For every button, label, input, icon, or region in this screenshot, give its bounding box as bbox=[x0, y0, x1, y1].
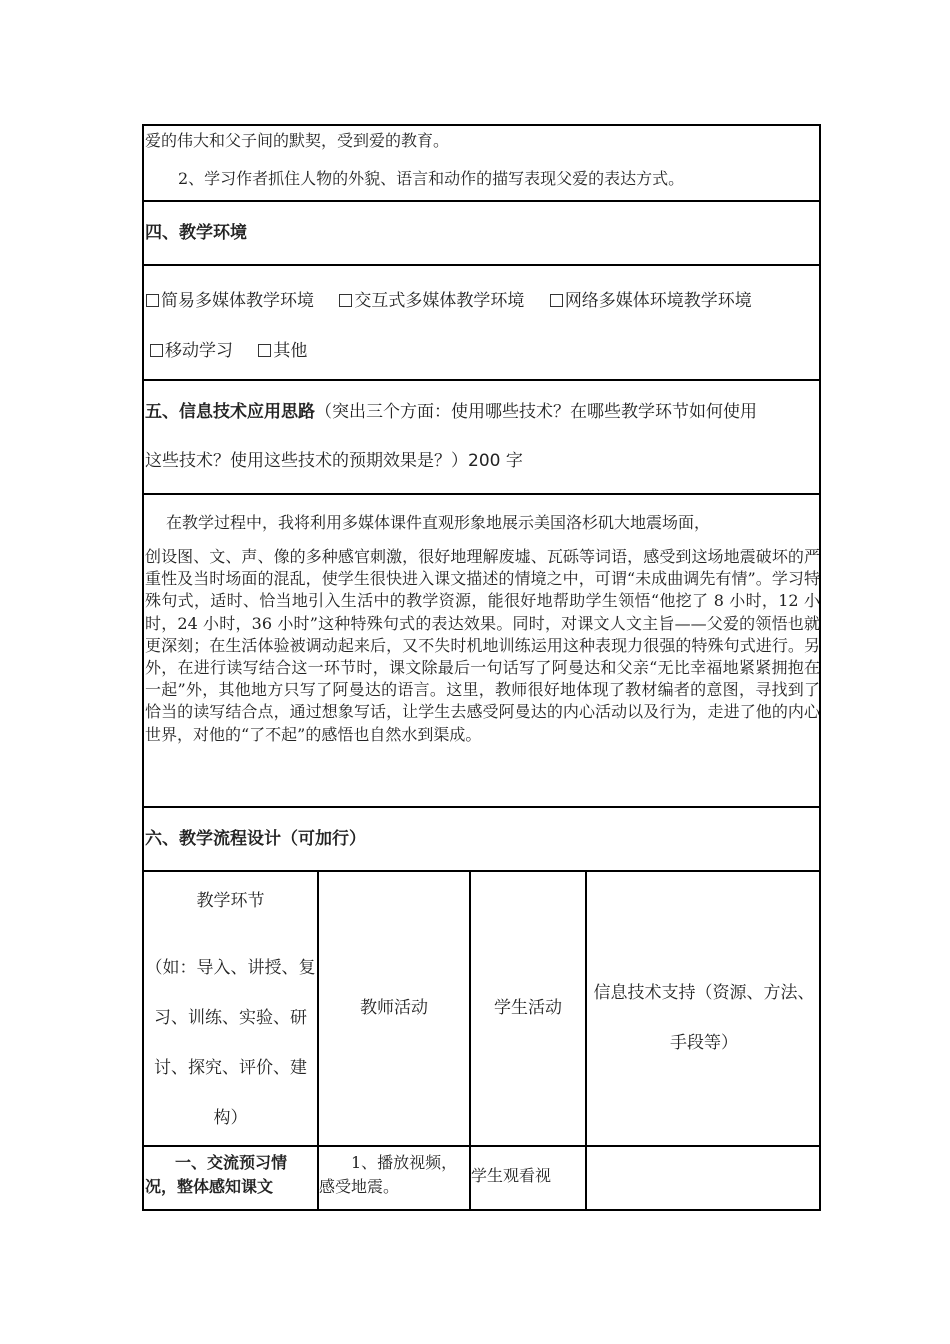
env-option-other[interactable]: 其他 bbox=[258, 336, 307, 361]
env-option-interactive[interactable]: 交互式多媒体教学环境 bbox=[339, 286, 524, 311]
table-rule bbox=[142, 870, 821, 872]
table-rule bbox=[142, 493, 821, 495]
column-header-stage-title: 教学环节 bbox=[196, 891, 265, 911]
checkbox-icon[interactable] bbox=[258, 344, 271, 357]
table-rule bbox=[142, 1145, 821, 1147]
env-option-network[interactable]: 网络多媒体环境教学环境 bbox=[550, 286, 752, 311]
env-option-simple[interactable]: 简易多媒体教学环境 bbox=[146, 286, 314, 311]
table-rule bbox=[142, 806, 821, 808]
column-header-stage-note: （如：导入、讲授、复 习、训练、实验、研 讨、探究、评价、建 构） bbox=[145, 958, 316, 1128]
environment-options-row-2 bbox=[150, 336, 327, 361]
column-header-stage bbox=[144, 886, 317, 1143]
checkbox-icon[interactable] bbox=[550, 294, 563, 307]
table-rule bbox=[142, 264, 821, 266]
checkbox-icon[interactable] bbox=[146, 294, 159, 307]
table-rule-bottom bbox=[142, 1209, 821, 1211]
table-column-divider bbox=[469, 870, 471, 1211]
it-application-paragraph-first-line: 在教学过程中，我将利用多媒体课件直观形象地展示美国洛杉矶大地震场面， bbox=[166, 513, 711, 532]
section-heading-process: 六、教学流程设计（可加行） bbox=[145, 829, 366, 849]
section-heading-note: （突出三个方面：使用哪些技术？在哪些教学环节如何使用 bbox=[315, 402, 757, 422]
row-teacher-cell: 1、播放视频， 感受地震。 bbox=[319, 1153, 458, 1196]
section-heading-title: 五、信息技术应用思路 bbox=[145, 402, 315, 422]
row-student-cell: 学生观看视 bbox=[471, 1166, 552, 1185]
column-header-teacher: 教师活动 bbox=[360, 998, 428, 1018]
it-application-paragraph: 创设图、文、声、像的多种感官刺激，很好地理解废墟、瓦砾等词语，感受到这场地震破坏的严重性及当时场面的混乱，使学生很快进入课文描述的情境之中，可谓“未成曲调先有情”。学习特殊句式，适时、恰当地引入生活中的教学资源，能很好地帮助学生领悟“他挖了 8 小时，12 小时，24 小时，36 小时”这种特殊句式的表达效果。同时，对课文人文主旨——父爱的领悟也就更深刻；在生活体验被调动起来后，又不失时机地训练运用这种表现力很强的特殊句式进行。另外，在进行读写结合这一环节时，课文除最后一句话写了阿曼达和父亲“无比幸福地紧紧拥抱在一起”外，其他地方只写了阿曼达的语言。这里，教师很好地体现了教材编者的意图，寻找到了恰当的读写结合点，通过想象写话，让学生去感受阿曼达的内心活动以及行为，走进了他的内心世界，对他的“了不起”的感悟也自然水到渠成。 bbox=[145, 547, 820, 744]
env-option-mobile[interactable]: 移动学习 bbox=[150, 336, 233, 361]
checkbox-icon[interactable] bbox=[339, 294, 352, 307]
objective-line-2: 2、学习作者抓住人物的外貌、语言和动作的描写表现父爱的表达方式。 bbox=[178, 169, 685, 188]
table-rule bbox=[142, 200, 821, 202]
environment-options-row-1 bbox=[146, 286, 752, 311]
section-heading-it-application bbox=[145, 397, 757, 422]
row-stage-cell: 一、交流预习情 况，整体感知课文 bbox=[145, 1153, 288, 1196]
column-header-tech-support: 信息技术支持（资源、方法、 手段等） bbox=[593, 983, 815, 1053]
section-heading-environment: 四、教学环境 bbox=[145, 223, 247, 243]
section-heading-note-line-2: 这些技术？使用这些技术的预期效果是？）200 字 bbox=[145, 451, 523, 471]
table-rule-top bbox=[142, 124, 821, 126]
objective-line-1: 爱的伟大和父子间的默契，受到爱的教育。 bbox=[145, 131, 450, 150]
checkbox-icon[interactable] bbox=[150, 344, 163, 357]
table-rule bbox=[142, 379, 821, 381]
column-header-student: 学生活动 bbox=[494, 998, 562, 1018]
